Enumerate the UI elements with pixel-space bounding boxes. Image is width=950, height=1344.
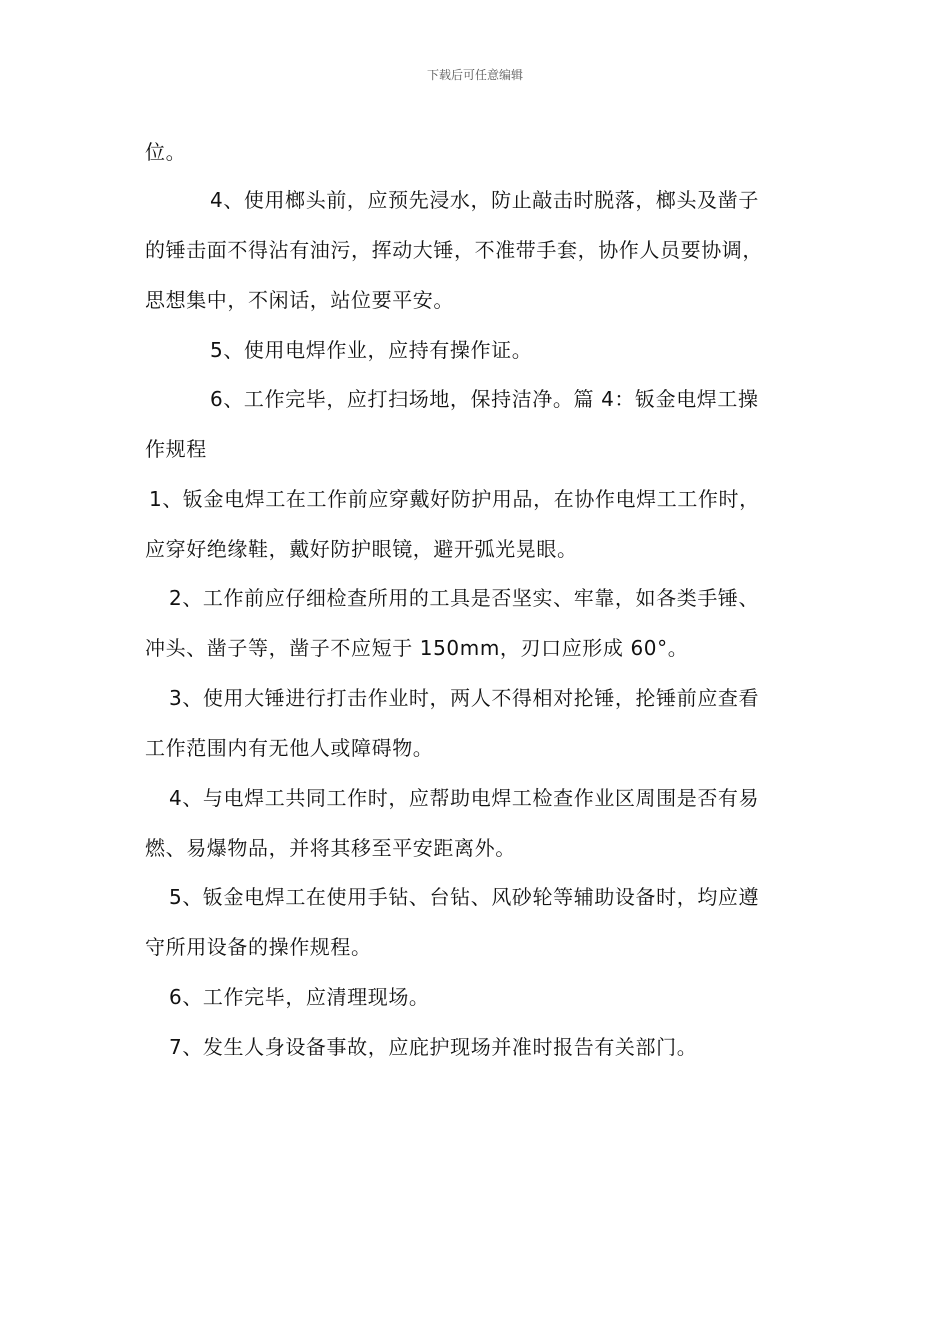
text-line: 工作范围内有无他人或障碍物。 <box>145 736 434 760</box>
text-line: 守所用设备的操作规程。 <box>145 935 372 959</box>
text-line: 冲头、凿子等，凿子不应短于 150mm，刃口应形成 60°。 <box>145 636 689 660</box>
text-line: 5、钣金电焊工在使用手钻、台钻、风砂轮等辅助设备时，均应遵 <box>169 885 760 909</box>
text-line: 6、工作完毕，应打扫场地，保持洁净。篇 4：钣金电焊工操 <box>210 387 759 411</box>
text-line: 1、钣金电焊工在工作前应穿戴好防护用品，在协作电焊工工作时， <box>149 487 760 511</box>
text-line: 3、使用大锤进行打击作业时，两人不得相对抡锤，抡锤前应查看 <box>169 686 760 710</box>
text-line: 7、发生人身设备事故，应庇护现场并准时报告有关部门。 <box>169 1035 698 1059</box>
page-header: 下载后可任意编辑 <box>426 68 523 82</box>
text-line: 5、使用电焊作业，应持有操作证。 <box>210 338 533 362</box>
text-line: 思想集中，不闲话，站位要平安。 <box>145 288 454 312</box>
text-line: 的锤击面不得沾有油污，挥动大锤，不准带手套，协作人员要协调， <box>145 238 763 262</box>
text-line: 6、工作完毕，应清理现场。 <box>169 985 430 1009</box>
text-line: 燃、易爆物品，并将其移至平安距离外。 <box>145 836 516 860</box>
text-line: 4、与电焊工共同工作时，应帮助电焊工检查作业区周围是否有易 <box>169 786 760 810</box>
text-line: 2、工作前应仔细检查所用的工具是否坚实、牢靠，如各类手锤、 <box>169 586 760 610</box>
text-line: 4、使用榔头前，应预先浸水，防止敲击时脱落，榔头及凿子 <box>210 188 759 212</box>
text-line: 应穿好绝缘鞋，戴好防护眼镜，避开弧光晃眼。 <box>145 537 578 561</box>
text-line: 位。 <box>145 140 187 164</box>
text-line: 作规程 <box>145 437 207 461</box>
